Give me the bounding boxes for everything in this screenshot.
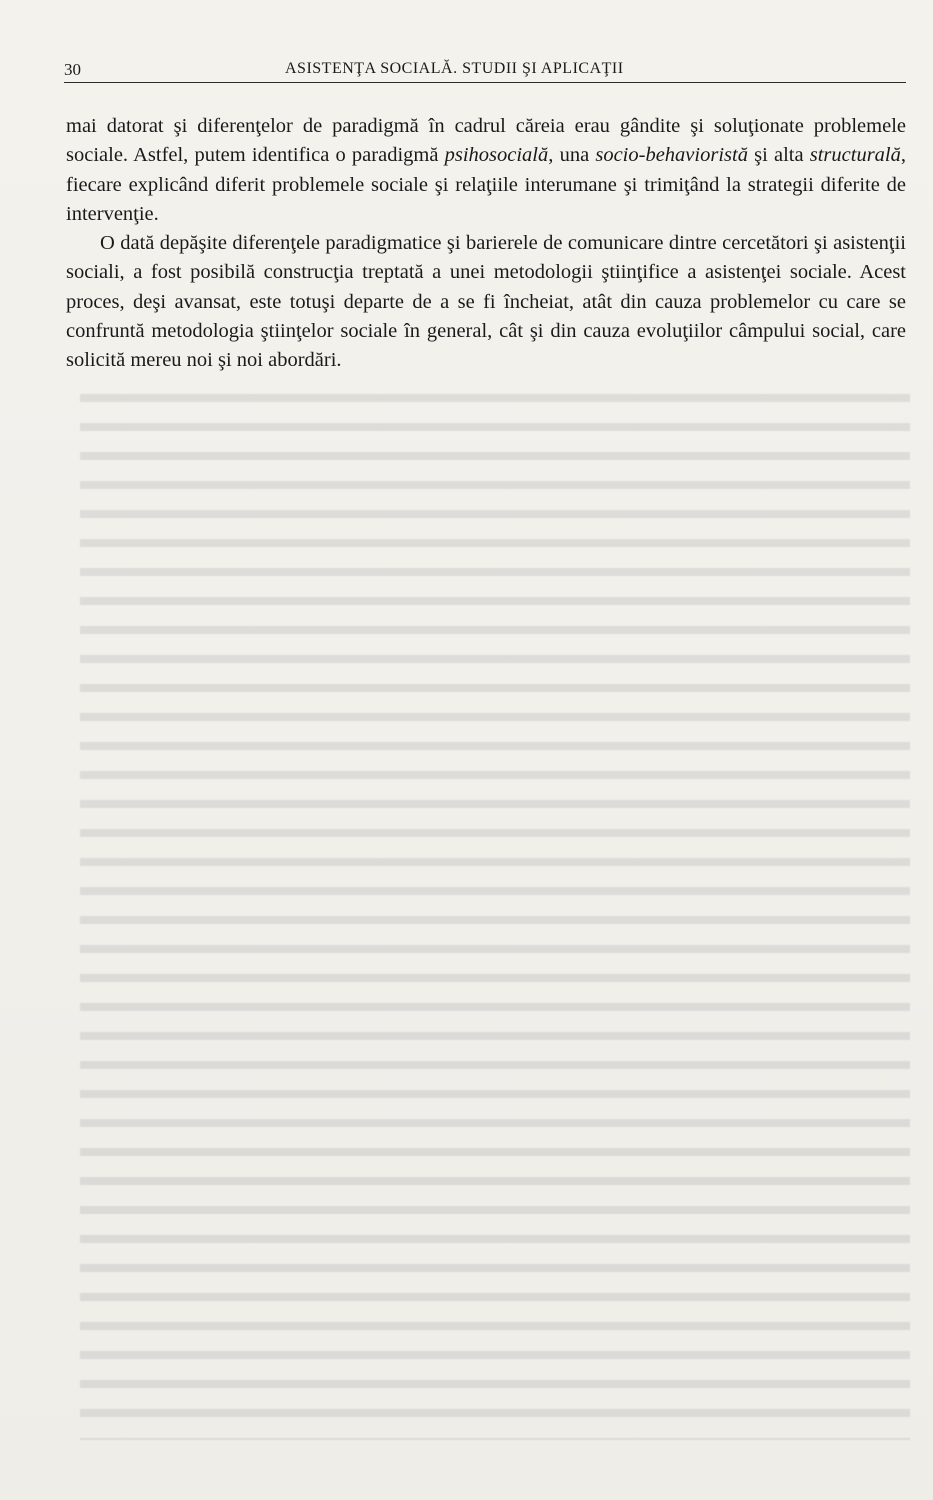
term-socio-behaviorista: socio-behavioristă: [595, 144, 748, 167]
paragraph-1-text-g: , fiecare explicând diferit problemele sociale şi relaţiile interumane şi trimiţând la strategii diferite de intervenţie.: [66, 144, 906, 225]
paragraph-2: O dată depăşite diferenţele paradigmatice şi barierele de comunicare dintre cercetători şi asistenţii sociali, a fost posibilă construcţia treptată a unei metodologii ştiinţifice a asistenţei sociale. Acest proces, deşi avansat, este totuşi departe de a se fi încheiat, atât din cauza problemelor cu care se confruntă metodologia ştiinţelor sociale în general, cât şi din cauza evoluţiilor câmpului social, care solicită mereu noi şi noi abordări.: [66, 232, 906, 372]
running-title: ASISTENŢA SOCIALĂ. STUDII ŞI APLICAŢII: [285, 60, 624, 77]
page-number: 30: [64, 60, 81, 79]
term-psihosociala: psihosocială: [444, 144, 549, 167]
show-through-background: [80, 380, 910, 1440]
term-structurala: structurală: [809, 144, 901, 167]
paragraph-1: [66, 112, 906, 229]
paragraph-1-text-e: şi alta: [747, 144, 810, 167]
paragraph-1-text-a: mai datorat şi diferenţelor de paradigmă în cadrul căreia erau gândite şi soluţionate problemele sociale. Astfel, putem identifica o paradigmă: [66, 115, 906, 167]
paragraph-1-text-c: , una: [548, 144, 596, 167]
page-header: [64, 58, 906, 83]
body-text: [66, 112, 906, 376]
